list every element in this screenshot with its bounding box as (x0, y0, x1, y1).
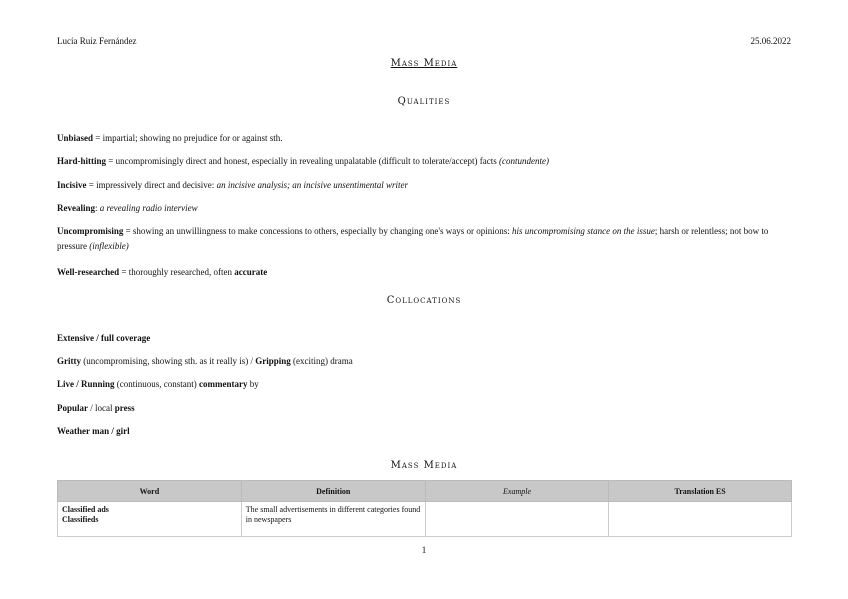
quality-revealing: Revealing: a revealing radio interview (57, 203, 198, 213)
translation-note: (contundente) (499, 156, 550, 166)
quality-uncompromising: Uncompromising = showing an unwillingness to make concessions to others, especially by changing one's ways or opinions: his uncompromising stance on the issue; harsh or relentless; not bow to pressure (inflexible) (57, 226, 769, 251)
definition: showing an unwillingness to make concessions to others, especially by changing one's ways or opinions: (132, 226, 512, 236)
quality-unbiased: Unbiased = impartial; showing no prejudice for or against sth. (57, 133, 283, 143)
column-header-example: Example (425, 481, 608, 502)
collocation-weather: Weather man / girl (57, 426, 130, 436)
definition-cont: ; harsh or relentless; not bow to pressure (57, 226, 769, 251)
column-header-definition: Definition (241, 481, 425, 502)
cell-translation (609, 502, 792, 537)
collocation-press: Popular / local press (57, 403, 135, 413)
table-row (58, 502, 792, 537)
column-header-translation: Translation ES (609, 481, 792, 502)
vocabulary-table (57, 480, 792, 537)
term: Unbiased (57, 133, 94, 143)
document-title: Mass Media (390, 58, 458, 69)
cell-definition: The small advertisements in different categories found in newspapers (241, 502, 425, 537)
definition: thoroughly researched, often (128, 267, 235, 277)
quality-well-researched: Well-researched = thoroughly researched, often accurate (57, 267, 268, 277)
translation-note: (inflexible) (89, 241, 129, 251)
term: Uncompromising (57, 226, 124, 236)
definition: impartial; showing no prejudice for or against sth. (102, 133, 283, 143)
document-date: 25.06.2022 (750, 36, 791, 46)
cell-word: Classified ads Classifieds (58, 502, 242, 537)
author-name: Lucía Ruiz Fernández (57, 36, 137, 46)
definition: uncompromisingly direct and honest, especially in revealing unpalatable (difficult to tolerate/accept) facts (115, 156, 500, 166)
section-heading-qualities: Qualities (397, 96, 451, 107)
column-header-word: Word (58, 481, 242, 502)
term: Revealing (57, 203, 95, 213)
definition: impressively direct and decisive: (96, 180, 217, 190)
table-heading: Mass Media (390, 460, 458, 471)
section-heading-collocations: Collocations (386, 295, 462, 306)
collocation-drama: Gritty (uncompromising, showing sth. as it really is) / Gripping (exciting) drama (57, 356, 353, 366)
term: Incisive (57, 180, 87, 190)
term: Hard-hitting (57, 156, 107, 166)
table-header-row (58, 481, 792, 502)
example: a revealing radio interview (99, 203, 198, 213)
collocation-commentary: Live / Running (continuous, constant) commentary by (57, 379, 259, 389)
page-number: 1 (421, 545, 427, 555)
example: an incisive analysis; an incisive unsentimental writer (216, 180, 409, 190)
collocation-coverage: Extensive / full coverage (57, 333, 151, 343)
example: his uncompromising stance on the issue (512, 226, 655, 236)
term: Well-researched (57, 267, 120, 277)
keyword: accurate (234, 267, 268, 277)
quality-incisive: Incisive = impressively direct and decisive: an incisive analysis; an incisive unsentimental writer (57, 180, 409, 190)
quality-hard-hitting: Hard-hitting = uncompromisingly direct and honest, especially in revealing unpalatable (difficult to tolerate/accept) facts (contundente) (57, 156, 550, 166)
cell-example (425, 502, 608, 537)
